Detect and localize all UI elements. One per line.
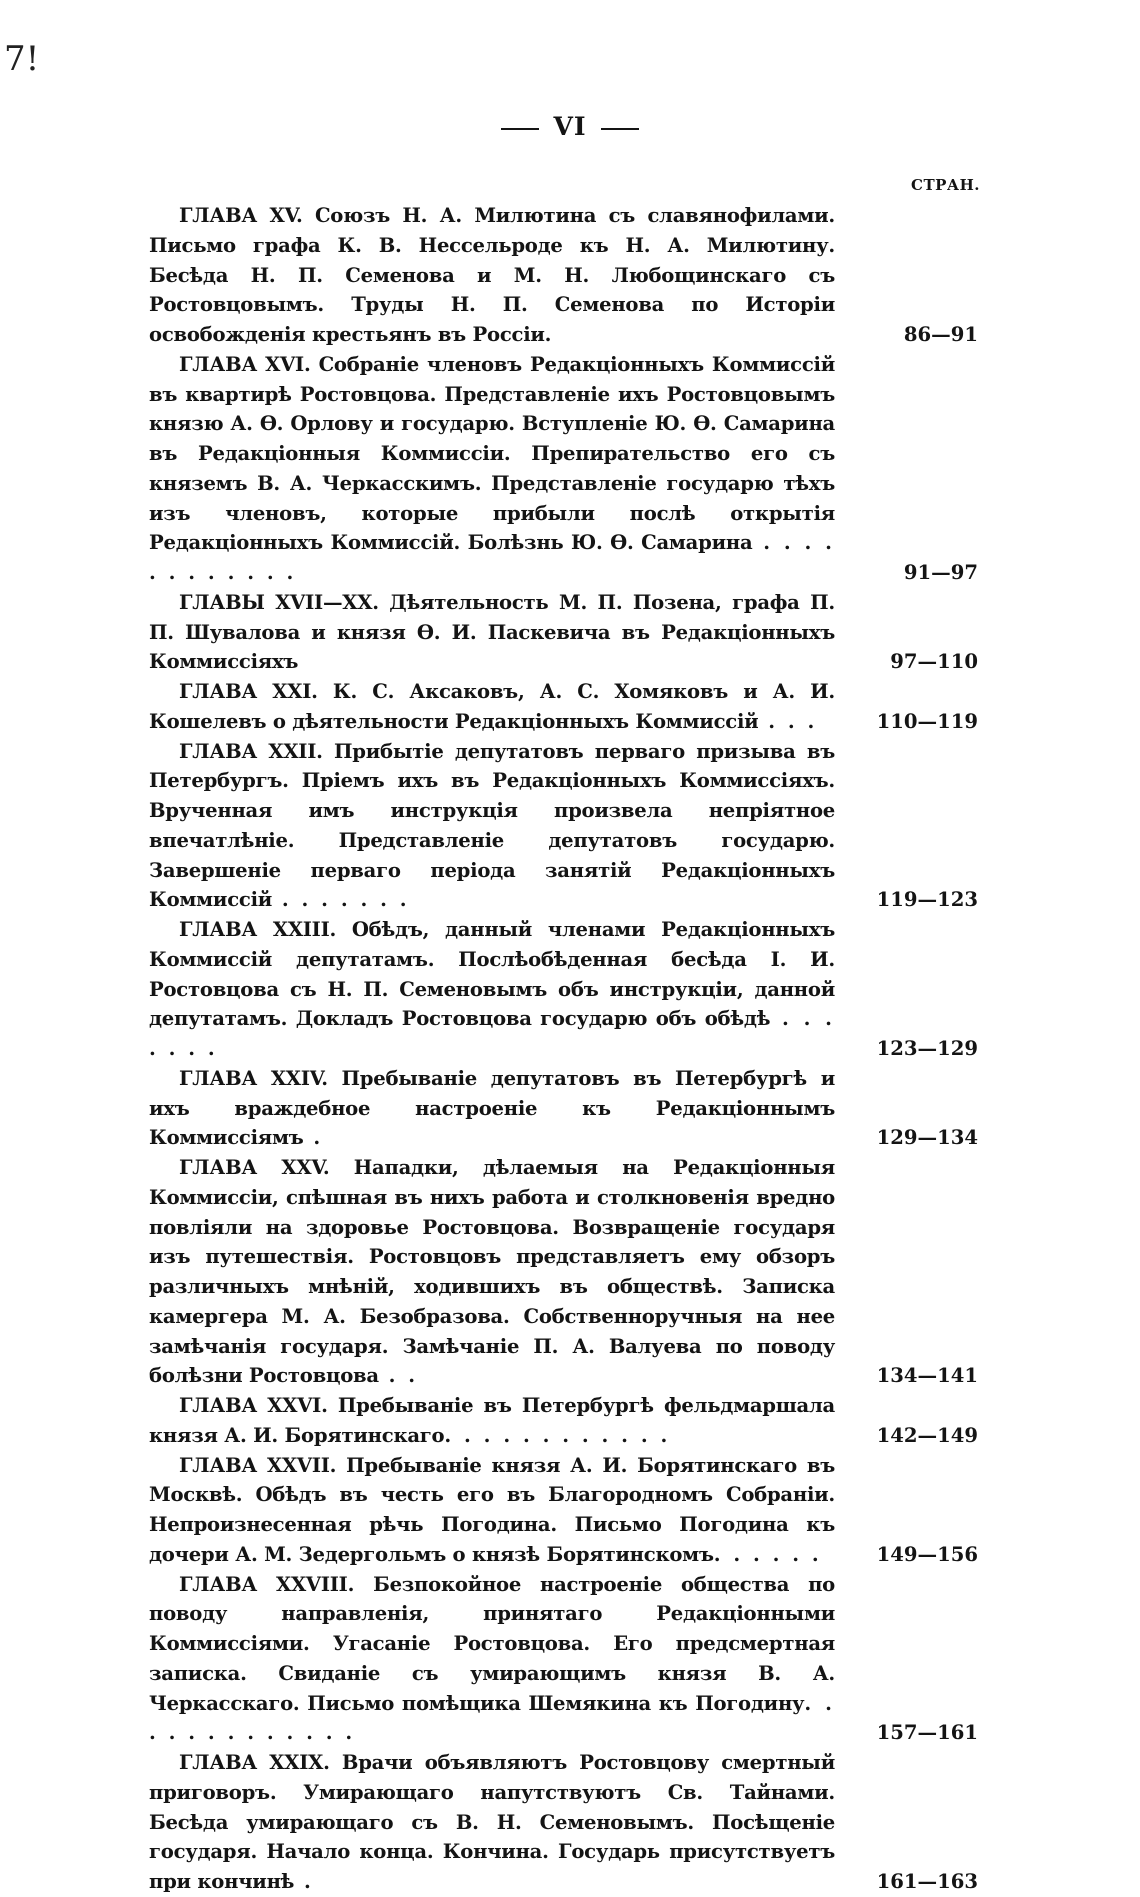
toc-entry: [149, 915, 984, 1064]
toc-entry-text: [149, 1570, 835, 1749]
page-range: 110—119: [876, 709, 978, 733]
chapter-summary: ГЛАВА XXVIII. Безпокойное настроеніе общества по поводу направленія, принятаго Редакціонными Коммиссіями. Угасаніе Ростовцова. Его предсмертная записка. Свиданіе съ умирающимъ князя В. А. Черкасскаго. Письмо помѣщика Шемякина къ Погодину: [149, 1572, 835, 1715]
toc-entry: [149, 201, 984, 350]
toc-entry-text: [149, 588, 835, 677]
chapter-summary: ГЛАВА XXVI. Пребываніе въ Петербургѣ фельдмаршала князя А. И. Борятинскаго: [149, 1394, 835, 1447]
table-of-contents: [149, 201, 984, 1897]
page-range: 97—110: [890, 650, 978, 674]
page-range: 129—134: [876, 1126, 978, 1150]
toc-entry: [149, 1153, 984, 1391]
page-range: 134—141: [876, 1364, 978, 1388]
chapter-summary: ГЛАВА XXII. Прибытіе депутатовъ перваго призыва въ Петербургъ. Пріемъ ихъ въ Редакціонныхъ Коммиссіяхъ. Врученная имъ инструкція произвела непріятное впечатлѣніе. Представленіе депутатовъ государю. Завершеніе перваго періода занятій Редакціонныхъ Коммиссій: [149, 739, 835, 912]
toc-entry: [149, 1570, 984, 1749]
chapter-summary: ГЛАВА XXVII. Пребываніе князя А. И. Борятинскаго въ Москвѣ. Обѣдъ въ честь его въ Благородномъ Собраніи. Непроизнесенная рѣчь Погодина. Письмо Погодина къ дочери А. М. Зедергольмъ о князѣ Борятинскомъ: [149, 1453, 835, 1566]
chapter-summary: ГЛАВА XXIII. Обѣдъ, данный членами Редакціонныхъ Коммиссій депутатамъ. Послѣобѣденная бесѣда І. И. Ростовцова съ Н. П. Семеновымъ объ инструкціи, данной депутатамъ. Докладъ Ростовцова государю объ обѣдѣ: [149, 918, 835, 1031]
toc-entry: [149, 737, 984, 916]
chapter-summary: ГЛАВА XXV. Нападки, дѣлаемыя на Редакціонныя Коммиссіи, спѣшная въ нихъ работа и столкновенія вредно повліяли на здоровье Ростовцова. Возвращеніе государя изъ путешествія. Ростовцовъ представляетъ ему обзоръ различныхъ мнѣній, ходившихъ въ обществѣ. Записка камергера М. А. Безобразова. Собственноручныя на нее замѣчанія государя. Замѣчаніе П. А. Валуева по поводу болѣзни Ростовцова: [149, 1156, 835, 1388]
dot-leader: .: [294, 1870, 314, 1893]
chapter-summary: ГЛАВЫ XVII—XX. Дѣятельность М. П. Позена, графа П. П. Шувалова и князя Ѳ. И. Паскевича въ Редакціонныхъ Коммиссіяхъ: [149, 590, 835, 674]
toc-entry: [149, 1748, 984, 1897]
page-range: 123—129: [876, 1037, 978, 1060]
toc-entry: [149, 1064, 984, 1153]
toc-entry-text: [149, 677, 835, 737]
toc-entry: [149, 350, 984, 588]
dot-leader: . . . . . . . . . . . . .: [149, 1691, 835, 1745]
toc-entry: [149, 1391, 984, 1451]
toc-entry-text: [149, 350, 835, 588]
toc-entry-text: [149, 1451, 835, 1570]
chapter-summary: ГЛАВА XXIV. Пребываніе депутатовъ въ Петербургѣ и ихъ враждебное настроеніе къ Редакціоннымъ Коммиссіямъ: [149, 1066, 835, 1150]
dot-leader: . . . . . .: [713, 1542, 822, 1566]
left-dash: [501, 128, 539, 130]
chapter-summary: ГЛАВА XXIX. Врачи объявляютъ Ростовцову смертный приговоръ. Умирающаго напутствуютъ Св. Тайнами. Бесѣда умирающаго съ В. Н. Семеновымъ. Посѣщеніе государя. Начало конца. Кончина. Государь присутствуетъ при кончинѣ: [149, 1751, 835, 1893]
dot-leader: . . . . . . .: [272, 888, 410, 912]
chapter-summary: ГЛАВА XXI. К. С. Аксаковъ, А. С. Хомяковъ и А. И. Кошелевъ о дѣятельности Редакціонныхъ Коммиссій: [149, 680, 835, 733]
toc-entry-text: [149, 915, 835, 1064]
toc-entry-text: [149, 1153, 835, 1391]
page-number-text: VI: [553, 112, 587, 141]
page-range: 86—91: [903, 323, 978, 346]
page-range: 119—123: [876, 888, 978, 912]
margin-handwritten-mark: 7!: [4, 39, 40, 79]
dot-leader: . . . . . . .: [149, 1007, 835, 1060]
toc-entry-text: [149, 201, 835, 350]
toc-entry: [149, 588, 984, 677]
page-range: 161—163: [876, 1870, 978, 1893]
page-range: 91—97: [903, 561, 978, 584]
toc-entry-text: [149, 1391, 835, 1451]
right-dash: [601, 128, 639, 130]
dot-leader: .: [303, 1126, 324, 1150]
dot-leader: . .: [378, 1364, 419, 1388]
chapter-summary: ГЛАВА XVI. Собраніе членовъ Редакціонныхъ Коммиссій въ квартирѣ Ростовцова. Представленіе ихъ Ростовцовымъ князю А. Ѳ. Орлову и государю. Вступленіе Ю. Ѳ. Самарина въ Редакціонныя Коммиссіи. Препирательство его съ княземъ В. А. Черкасскимъ. Представленіе государю тѣхъ изъ членовъ, которые прибыли послѣ открытія Редакціонныхъ Коммиссій. Болѣзнь Ю. Ѳ. Самарина: [149, 352, 835, 555]
dot-leader: . . . . . . . . . . . .: [149, 531, 835, 584]
chapter-summary: ГЛАВА XV. Союзъ Н. А. Милютина съ славянофилами. Письмо графа К. В. Нессельроде къ Н. А. Милютину. Бесѣда Н. П. Семенова и М. Н. Любощинскаго съ Ростовцовымъ. Труды Н. П. Семенова по Исторіи освобожденія крестьянъ въ Россіи.: [149, 204, 835, 346]
page-range: 142—149: [876, 1423, 978, 1447]
toc-entry-text: [149, 737, 835, 916]
toc-entry-text: [149, 1748, 835, 1897]
toc-entry: [149, 1451, 984, 1570]
dot-leader: . . .: [758, 709, 818, 733]
page-range: 149—156: [876, 1542, 978, 1566]
toc-entry-text: [149, 1064, 835, 1153]
dot-leader: . . . . . . . . . . . .: [444, 1423, 671, 1447]
toc-entry: [149, 677, 984, 737]
pages-column-header: СТРАН.: [911, 176, 980, 194]
page-range: 157—161: [876, 1721, 978, 1745]
page-number: [0, 112, 1140, 141]
